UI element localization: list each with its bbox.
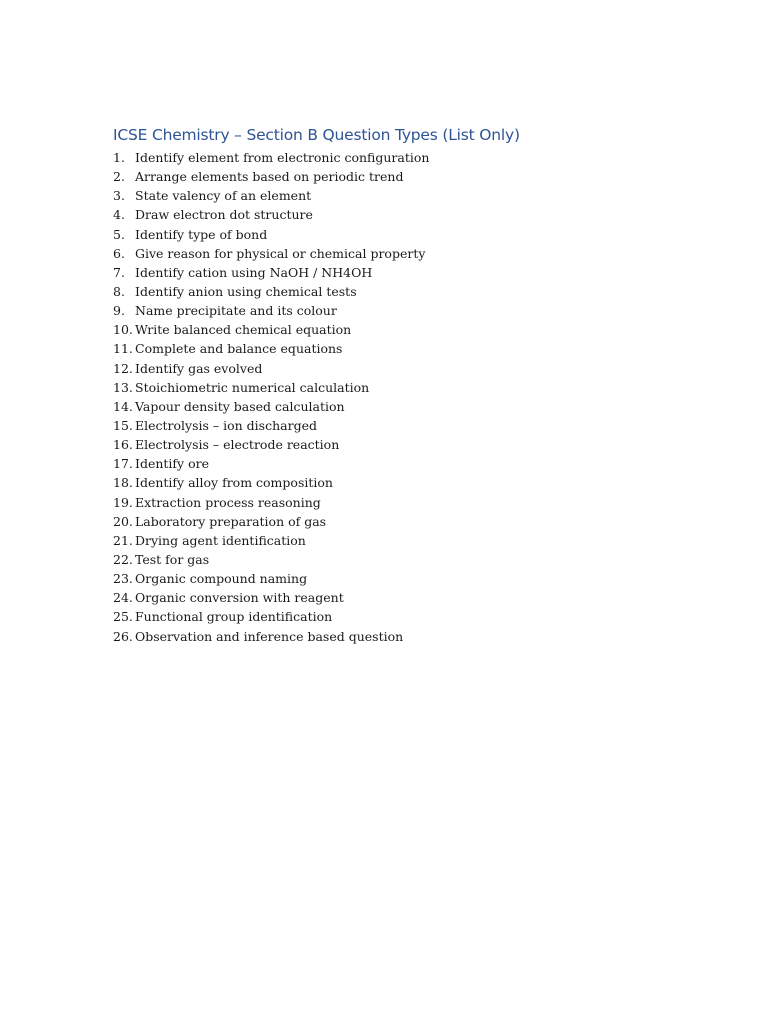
list-item [113, 378, 429, 397]
list-item-text: Identify gas evolved [135, 360, 263, 376]
list-item-text: Write balanced chemical equation [135, 322, 352, 338]
list-item [113, 301, 429, 320]
list-item [113, 627, 429, 646]
list-item [113, 416, 429, 435]
list-item-number: 21. [113, 532, 133, 548]
list-item [113, 473, 429, 492]
list-item [113, 607, 429, 626]
list-item-text: Laboratory preparation of gas [135, 513, 327, 529]
list-item-number: 6. [113, 245, 125, 261]
list-item-text: Draw electron dot structure [135, 207, 313, 223]
list-item-number: 20. [113, 513, 133, 529]
list-item-text: Give reason for physical or chemical property [135, 245, 426, 261]
list-item-number: 13. [113, 379, 133, 395]
list-item-text: Functional group identification [135, 609, 333, 625]
list-item [113, 435, 429, 454]
list-item [113, 282, 429, 301]
list-item-number: 24. [113, 590, 133, 606]
list-item [113, 397, 429, 416]
list-item-number: 26. [113, 628, 133, 644]
list-item [113, 588, 429, 607]
list-item [113, 550, 429, 569]
list-item-text: Vapour density based calculation [135, 398, 345, 414]
list-item [113, 569, 429, 588]
list-item-text: Drying agent identification [135, 532, 306, 548]
list-item-text: Arrange elements based on periodic trend [135, 169, 404, 185]
list-item-text: Stoichiometric numerical calculation [135, 379, 370, 395]
list-item [113, 205, 429, 224]
list-item [113, 320, 429, 339]
list-item [113, 148, 429, 167]
list-item-number: 25. [113, 609, 133, 625]
list-item-number: 8. [113, 283, 125, 299]
list-item-number: 19. [113, 494, 133, 510]
list-item-number: 14. [113, 398, 133, 414]
list-item-text: Identify type of bond [135, 226, 268, 242]
list-item-text: Organic compound naming [135, 571, 308, 587]
list-item [113, 512, 429, 531]
list-item-number: 2. [113, 169, 125, 185]
list-item-text: Test for gas [135, 551, 210, 567]
list-item-number: 3. [113, 188, 125, 204]
list-item-text: Complete and balance equations [135, 341, 343, 357]
list-item-text: Extraction process reasoning [135, 494, 321, 510]
list-item-number: 15. [113, 417, 133, 433]
list-item-number: 5. [113, 226, 125, 242]
list-item [113, 339, 429, 358]
list-item-number: 7. [113, 264, 125, 280]
list-item-number: 16. [113, 437, 133, 453]
list-item-number: 10. [113, 322, 133, 338]
list-item [113, 359, 429, 378]
list-item-text: Observation and inference based question [135, 628, 404, 644]
list-item-number: 4. [113, 207, 125, 223]
list-item-number: 18. [113, 475, 133, 491]
list-item-text: Organic conversion with reagent [135, 590, 344, 606]
list-item-text: Identify element from electronic configuration [135, 150, 430, 165]
list-item-number: 1. [113, 150, 125, 165]
list-item-text: Name precipitate and its colour [135, 303, 337, 319]
list-item-number: 23. [113, 571, 133, 587]
list-item-text: Identify alloy from composition [135, 475, 333, 491]
list-item [113, 263, 429, 282]
question-type-list [113, 148, 429, 646]
list-item-text: Identify cation using NaOH / NH4OH [135, 264, 373, 280]
list-item [113, 225, 429, 244]
list-item-number: 17. [113, 456, 133, 472]
list-item [113, 186, 429, 205]
list-item [113, 454, 429, 473]
list-item-text: Electrolysis – ion discharged [135, 417, 317, 433]
list-item-text: State valency of an element [135, 188, 312, 204]
list-item-number: 9. [113, 303, 125, 319]
list-item-number: 22. [113, 551, 133, 567]
list-item-number: 11. [113, 341, 133, 357]
document-title: ICSE Chemistry – Section B Question Types (List Only) [113, 126, 520, 144]
list-item [113, 244, 429, 263]
list-item-text: Identify ore [135, 456, 209, 472]
list-item-text: Electrolysis – electrode reaction [135, 437, 340, 453]
list-item [113, 531, 429, 550]
list-item-text: Identify anion using chemical tests [135, 283, 357, 299]
list-item-number: 12. [113, 360, 133, 376]
list-item [113, 167, 429, 186]
list-item [113, 493, 429, 512]
